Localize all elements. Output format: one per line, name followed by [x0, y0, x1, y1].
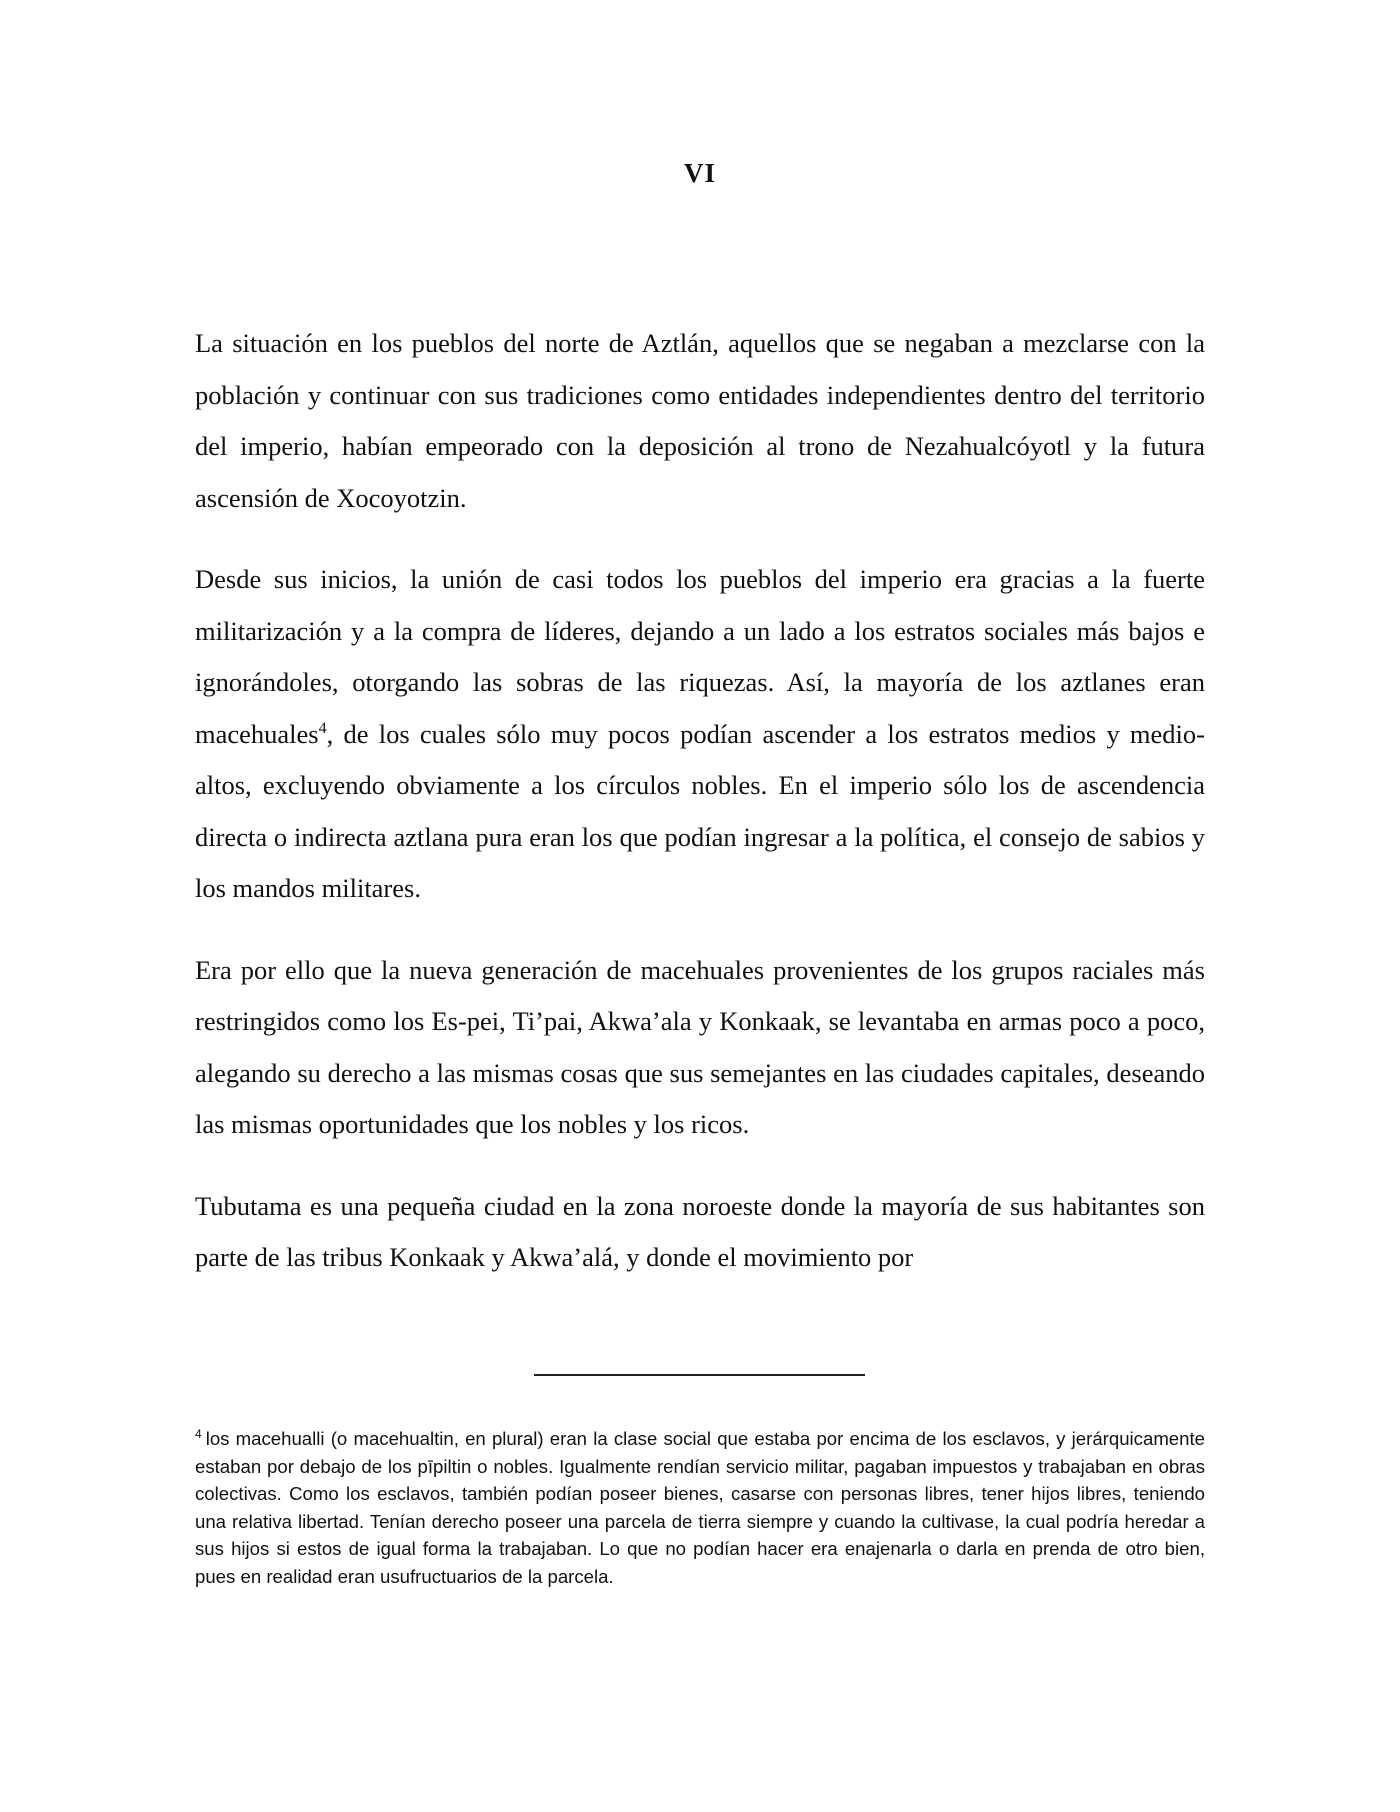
- body-text: [195, 318, 1205, 1284]
- chapter-title: VI: [683, 158, 716, 188]
- paragraph-2: [195, 554, 1205, 915]
- paragraph-1: La situación en los pueblos del norte de Aztlán, aquellos que se negaban a mezclarse con la población y continuar con sus tradiciones como entidades independientes dentro del territorio del imperio, habían empeorado con la deposición al trono de Nezahualcóyotl y la futura ascensión de Xocoyotzin.: [195, 328, 1205, 513]
- footnote: [195, 1425, 1205, 1590]
- footnote-reference[interactable]: 4: [318, 719, 327, 737]
- footnote-text: los macehualli (o macehualtin, en plural) eran la clase social que estaba por encima de los esclavos, y jerárquicamente estaban por debajo de los pīpiltin o nobles. Igualmente rendían servicio militar, pagaban impuestos y trabajaban en obras colectivas. Como los esclavos, también podían poseer bienes, casarse con personas libres, tener hijos libres, teniendo una relativa libertad. Tenían derecho poseer una parcela de tierra siempre y cuando la cultivase, la cual podría heredar a sus hijos si estos de igual forma la trabajaban. Lo que no podían hacer era enajenarla o darla en prenda de otro bien, pues en realidad eran usufructuarios de la parcela.: [195, 1428, 1205, 1587]
- paragraph-2-text-end: , de los cuales sólo muy pocos podían ascender a los estratos medios y medio-altos, excluyendo obviamente a los círculos nobles. En el imperio sólo los de ascendencia directa o indirecta aztlana pura eran los que podían ingresar a la política, el consejo de sabios y los mandos militares.: [195, 718, 1205, 903]
- paragraph-3: Era por ello que la nueva generación de macehuales provenientes de los grupos raciales más restringidos como los Es-pei, Ti’pai, Akwa’ala y Konkaak, se levantaba en armas poco a poco, alegando su derecho a las mismas cosas que sus semejantes en las ciudades capitales, deseando las mismas oportunidades que los nobles y los ricos.: [195, 954, 1205, 1139]
- paragraph-2-text-start: Desde sus inicios, la unión de casi todos los pueblos del imperio era gracias a la fuerte militarización y a la compra de líderes, dejando a un lado a los estratos sociales más bajos e ignorándoles, otorgando las sobras de las riquezas. Así, la mayoría de los aztlanes eran macehuales: [195, 564, 1205, 749]
- footnote-number: 4: [195, 1426, 202, 1441]
- footnote-separator: [534, 1374, 865, 1376]
- paragraph-4: Tubutama es una pequeña ciudad en la zona noroeste donde la mayoría de sus habitantes son parte de las tribus Konkaak y Akwa’alá, y donde el movimiento por: [195, 1190, 1205, 1272]
